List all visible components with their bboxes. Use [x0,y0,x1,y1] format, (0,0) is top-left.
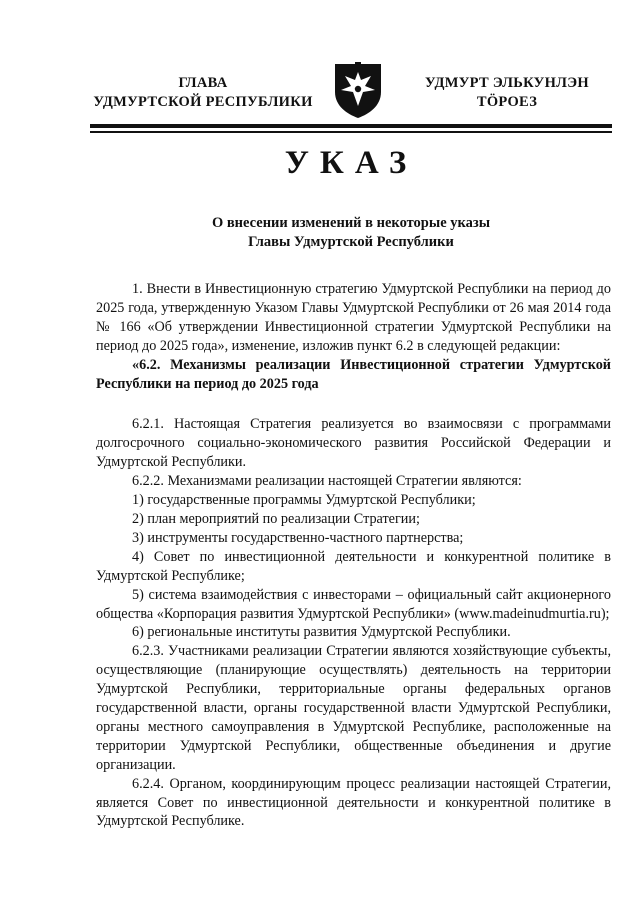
header-left [78,74,328,112]
document-title: УКАЗ [284,145,418,181]
paragraph-6-2-1: 6.2.1. Настоящая Стратегия реализуется во взаимосвязи с программами долгосрочного социально-экономического развития Российской Федерации и Удмуртской Республики. [96,416,611,471]
header-right [412,74,602,112]
list-item-4: 4) Совет по инвестиционной деятельности и конкурентной политике в Удмуртской Республике; [96,548,611,584]
header-divider-thin [90,131,612,133]
section-heading: «6.2. Механизмы реализации Инвестиционной стратегии Удмуртской Республики на период до 2025 года [96,356,611,392]
header-right-line1: УДМУРТ ЭЛЬКУНЛЭН [425,75,589,91]
header-divider-thick [90,124,612,128]
paragraph-6-2-2: 6.2.2. Механизмами реализации настоящей Стратегии являются: [132,473,522,490]
document-body [96,280,611,831]
list-item-5: 5) система взаимодействия с инвесторами – официальный сайт акционерного общества «Корпорация развития Удмуртской Республики» (www.madeinudmurtia.ru); [96,586,611,622]
list-item-1: 1) государственные программы Удмуртской Республики; [132,492,476,509]
paragraph-6-2-4: 6.2.4. Органом, координирующим процесс реализации настоящей Стратегии, является Совет по инвестиционной деятельности и конкурентной политике в Удмуртской Республике. [96,775,611,830]
paragraph-1: 1. Внести в Инвестиционную стратегию Удмуртской Республики на период до 2025 года, утвержденную Указом Главы Удмуртской Республики от 26 мая 2014 года № 166 «Об утверждении Инвестиционной стратегии Удмуртской Республики на период до 2025 года», изменение, изложив пункт 6.2 в следующей редакции: [96,281,611,354]
list-item-3: 3) инструменты государственно-частного партнерства; [132,529,464,546]
subtitle-line2: Главы Удмуртской Республики [248,234,454,250]
header-left-line2: УДМУРТСКОЙ РЕСПУБЛИКИ [93,94,313,110]
list-item-2: 2) план мероприятий по реализации Стратегии; [132,510,420,527]
udmurt-coat-of-arms-icon [331,60,385,120]
subtitle-line1: О внесении изменений в некоторые указы [211,215,491,231]
document-subtitle [90,214,612,252]
paragraph-6-2-3: 6.2.3. Участниками реализации Стратегии являются хозяйствующие субъекты, осуществляющие (планирующие осуществлять) деятельность на территории Удмуртской Республики, территориальные органы федеральных органов государственной власти, органы государственной власти Удмуртской Республики, органы местного самоуправления в Удмуртской Республике, расположенные на территории Удмуртской Республики, общественные объединения и другие организации. [96,643,611,773]
header-left-line1: ГЛАВА [178,75,228,91]
list-item-6: 6) региональные институты развития Удмуртской Республики. [132,624,511,641]
header-right-line2: ТӦРОЕЗ [476,94,538,110]
